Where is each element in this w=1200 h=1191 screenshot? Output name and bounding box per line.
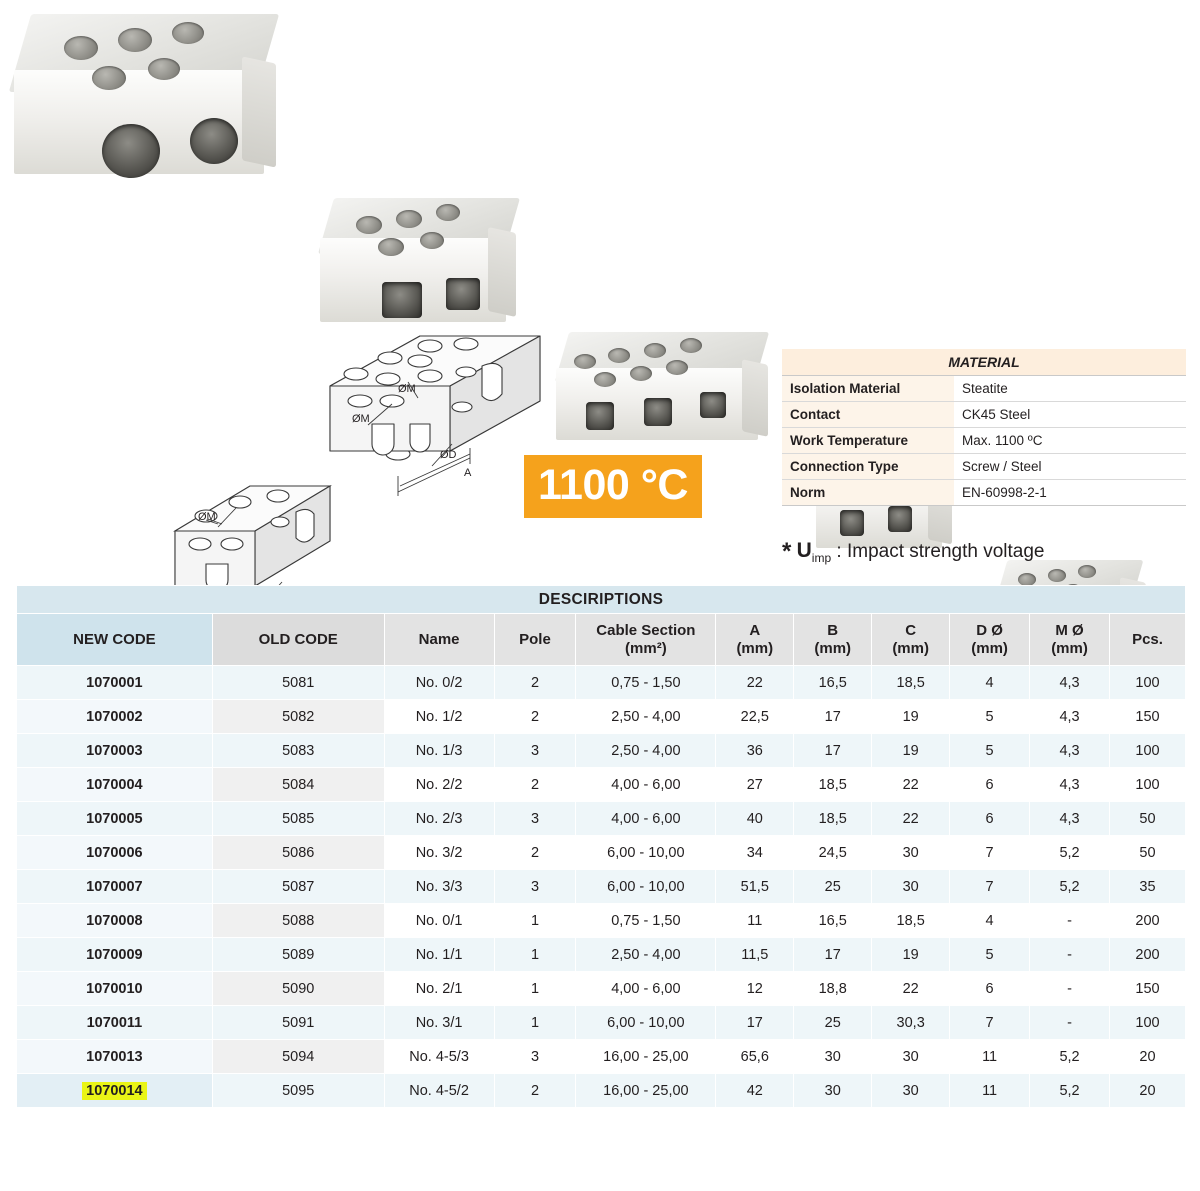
cell-name: No. 1/1 [384,938,494,972]
cell-cable-section: 4,00 - 6,00 [576,768,716,802]
cell-cable-section: 4,00 - 6,00 [576,802,716,836]
cell-d: 5 [950,700,1030,734]
col-name: Name [384,614,494,666]
col-c [872,614,950,666]
cell-pole: 3 [494,734,576,768]
cell-b: 17 [794,734,872,768]
cell-b: 16,5 [794,666,872,700]
col-m [1030,614,1110,666]
cell-pole: 2 [494,768,576,802]
cell-pcs: 35 [1110,870,1186,904]
cell-c: 22 [872,768,950,802]
table-row [17,802,1186,836]
cell-name: No. 0/1 [384,904,494,938]
cell-old-code: 5088 [212,904,384,938]
col-m-unit: (mm) [1051,639,1088,657]
cell-pole: 1 [494,1006,576,1040]
col-cable-section-unit: (mm²) [625,639,667,657]
cell-pcs: 100 [1110,734,1186,768]
cell-old-code: 5085 [212,802,384,836]
cell-new-code: 1070011 [17,1006,213,1040]
cell-m: 4,3 [1030,700,1110,734]
cell-pcs: 100 [1110,666,1186,700]
material-value: Steatite [954,376,1186,402]
cell-new-code: 1070004 [17,768,213,802]
table-row [17,1006,1186,1040]
cell-d: 6 [950,802,1030,836]
material-table [782,349,1186,506]
product-photo-strip [0,0,1200,185]
cell-d: 4 [950,666,1030,700]
footnote-asterisk: * [782,538,792,565]
cell-name: No. 2/1 [384,972,494,1006]
descriptions-table [16,585,1186,1108]
cell-d: 5 [950,938,1030,972]
table-row-highlighted [17,1074,1186,1108]
cell-d: 7 [950,870,1030,904]
col-b [794,614,872,666]
cell-old-code: 5083 [212,734,384,768]
cell-new-code: 1070006 [17,836,213,870]
cell-m: 4,3 [1030,734,1110,768]
col-a-unit: (mm) [736,639,774,657]
cell-d: 6 [950,768,1030,802]
cell-c: 30 [872,1040,950,1074]
material-value: CK45 Steel [954,402,1186,428]
cell-new-code: 1070009 [17,938,213,972]
cell-b: 25 [794,870,872,904]
col-b-unit: (mm) [814,639,852,657]
cell-d: 5 [950,734,1030,768]
uimp-footnote [782,538,1044,566]
cell-c: 30 [872,870,950,904]
cell-m: - [1030,904,1110,938]
cell-b: 16,5 [794,904,872,938]
cell-pcs: 50 [1110,836,1186,870]
cell-c: 19 [872,734,950,768]
table-title: DESCIRIPTIONS [17,586,1186,614]
cell-name: No. 3/3 [384,870,494,904]
cell-cable-section: 4,00 - 6,00 [576,972,716,1006]
col-m-label: M Ø [1055,622,1084,640]
cell-pole: 1 [494,938,576,972]
cell-name: No. 3/2 [384,836,494,870]
material-key: Isolation Material [782,376,954,402]
cell-d: 11 [950,1040,1030,1074]
cell-old-code: 5082 [212,700,384,734]
cell-new-code: 1070013 [17,1040,213,1074]
col-d [950,614,1030,666]
cell-m: - [1030,938,1110,972]
cell-m: - [1030,1006,1110,1040]
cell-a: 51,5 [716,870,794,904]
cell-b: 18,5 [794,768,872,802]
cell-a: 36 [716,734,794,768]
cell-pcs: 50 [1110,802,1186,836]
material-key: Work Temperature [782,428,954,454]
col-b-label: B [827,622,839,640]
cell-b: 25 [794,1006,872,1040]
cell-new-code: 1070007 [17,870,213,904]
material-value: Max. 1100 ºC [954,428,1186,454]
table-row [17,700,1186,734]
cell-pcs: 200 [1110,938,1186,972]
label-om-3: ØM [198,511,216,523]
cell-c: 30 [872,1074,950,1108]
cell-pcs: 200 [1110,904,1186,938]
col-pole: Pole [494,614,576,666]
cell-pole: 3 [494,1040,576,1074]
temperature-badge: 1100 °C [524,455,702,518]
cell-b: 18,5 [794,802,872,836]
cell-pole: 1 [494,904,576,938]
table-header-row [17,614,1186,666]
material-value: Screw / Steel [954,454,1186,480]
table-body [17,666,1186,1108]
cell-b: 30 [794,1040,872,1074]
cell-c: 19 [872,938,950,972]
product-photo-1 [14,14,276,174]
cell-old-code: 5086 [212,836,384,870]
cell-pcs: 150 [1110,700,1186,734]
cell-b: 24,5 [794,836,872,870]
cell-c: 18,5 [872,904,950,938]
cell-m: 5,2 [1030,1074,1110,1108]
cell-m: 4,3 [1030,666,1110,700]
cell-cable-section: 16,00 - 25,00 [576,1074,716,1108]
cell-m: 4,3 [1030,768,1110,802]
cell-old-code: 5081 [212,666,384,700]
material-row [782,480,1186,506]
cell-d: 7 [950,836,1030,870]
col-cable-section [576,614,716,666]
cell-old-code: 5091 [212,1006,384,1040]
cell-pcs: 150 [1110,972,1186,1006]
cell-c: 22 [872,802,950,836]
cell-cable-section: 0,75 - 1,50 [576,904,716,938]
cell-b: 17 [794,938,872,972]
cell-new-code: 1070003 [17,734,213,768]
col-c-label: C [905,622,917,640]
material-row [782,376,1186,402]
cell-a: 22,5 [716,700,794,734]
cell-c: 30 [872,836,950,870]
cell-old-code: 5084 [212,768,384,802]
cell-name: No. 4-5/2 [384,1074,494,1108]
cell-c: 18,5 [872,666,950,700]
col-d-label: D Ø [976,622,1003,640]
cell-m: - [1030,972,1110,1006]
cell-a: 40 [716,802,794,836]
cell-pcs: 100 [1110,1006,1186,1040]
cell-pole: 2 [494,1074,576,1108]
table-row [17,1040,1186,1074]
cell-d: 6 [950,972,1030,1006]
table-row [17,836,1186,870]
cell-name: No. 1/3 [384,734,494,768]
cell-d: 7 [950,1006,1030,1040]
cell-new-code: 1070002 [17,700,213,734]
label-om-1: ØM [398,383,416,395]
table-row [17,904,1186,938]
cell-c: 19 [872,700,950,734]
cell-b: 18,8 [794,972,872,1006]
cell-cable-section: 6,00 - 10,00 [576,870,716,904]
table-title-row [17,586,1186,614]
cell-m: 5,2 [1030,1040,1110,1074]
col-c-unit: (mm) [892,639,929,657]
cell-pcs: 20 [1110,1040,1186,1074]
cell-old-code: 5090 [212,972,384,1006]
col-pcs: Pcs. [1110,614,1186,666]
table-row [17,972,1186,1006]
cell-old-code: 5094 [212,1040,384,1074]
cell-a: 12 [716,972,794,1006]
material-key: Contact [782,402,954,428]
highlighted-code: 1070014 [82,1082,146,1100]
cell-cable-section: 0,75 - 1,50 [576,666,716,700]
cell-cable-section: 6,00 - 10,00 [576,836,716,870]
cell-a: 11,5 [716,938,794,972]
footnote-subscript: imp [811,550,832,565]
label-a-1: A [464,467,472,479]
cell-cable-section: 6,00 - 10,00 [576,1006,716,1040]
table-row [17,666,1186,700]
cell-d: 4 [950,904,1030,938]
cell-name: No. 2/3 [384,802,494,836]
col-new-code: NEW CODE [17,614,213,666]
cell-c: 30,3 [872,1006,950,1040]
cell-name: No. 3/1 [384,1006,494,1040]
cell-pole: 3 [494,802,576,836]
cell-pole: 2 [494,836,576,870]
cell-pole: 2 [494,666,576,700]
cell-pole: 3 [494,870,576,904]
cell-name: No. 1/2 [384,700,494,734]
cell-d: 11 [950,1074,1030,1108]
label-om-2: ØM [352,413,370,425]
cell-pole: 1 [494,972,576,1006]
cell-old-code: 5087 [212,870,384,904]
cell-m: 5,2 [1030,870,1110,904]
cell-cable-section: 2,50 - 4,00 [576,700,716,734]
cell-cable-section: 16,00 - 25,00 [576,1040,716,1074]
cell-new-code: 1070008 [17,904,213,938]
footnote-separator: : [831,541,847,562]
cell-b: 30 [794,1074,872,1108]
table-row [17,938,1186,972]
col-cable-section-label: Cable Section [596,622,696,640]
cell-a: 65,6 [716,1040,794,1074]
cell-m: 4,3 [1030,802,1110,836]
material-row [782,402,1186,428]
col-old-code: OLD CODE [212,614,384,666]
material-row [782,428,1186,454]
footnote-text: Impact strength voltage [846,541,1045,562]
cell-a: 22 [716,666,794,700]
material-table-title: MATERIAL [782,349,1186,376]
cell-a: 11 [716,904,794,938]
table-row [17,768,1186,802]
col-a [716,614,794,666]
table-row [17,870,1186,904]
cell-old-code: 5095 [212,1074,384,1108]
cell-name: No. 0/2 [384,666,494,700]
cell-pcs: 100 [1110,768,1186,802]
cell-new-code-highlighted [17,1074,213,1108]
cell-pole: 2 [494,700,576,734]
label-od-1: ØD [440,449,457,461]
cell-name: No. 2/2 [384,768,494,802]
cell-new-code: 1070001 [17,666,213,700]
cell-new-code: 1070010 [17,972,213,1006]
col-a-label: A [749,622,761,640]
col-d-unit: (mm) [971,639,1008,657]
cell-m: 5,2 [1030,836,1110,870]
material-row [782,454,1186,480]
cell-cable-section: 2,50 - 4,00 [576,734,716,768]
material-key: Connection Type [782,454,954,480]
cell-c: 22 [872,972,950,1006]
cell-name: No. 4-5/3 [384,1040,494,1074]
cell-a: 17 [716,1006,794,1040]
cell-a: 34 [716,836,794,870]
cell-new-code: 1070005 [17,802,213,836]
table-row [17,734,1186,768]
cell-b: 17 [794,700,872,734]
cell-old-code: 5089 [212,938,384,972]
material-value: EN-60998-2-1 [954,480,1186,506]
footnote-symbol: U [796,539,812,562]
cell-a: 42 [716,1074,794,1108]
material-key: Norm [782,480,954,506]
cell-cable-section: 2,50 - 4,00 [576,938,716,972]
cell-pcs: 20 [1110,1074,1186,1108]
cell-a: 27 [716,768,794,802]
